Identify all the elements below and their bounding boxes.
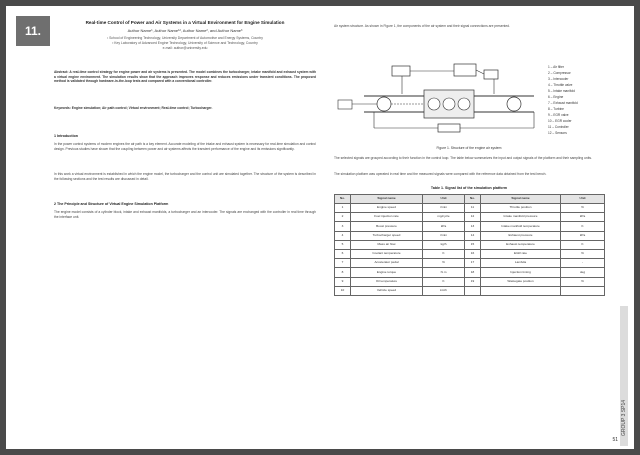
table-cell: 16 (465, 249, 481, 258)
table-cell: kPa (561, 231, 605, 240)
table-header: Unit (423, 195, 465, 204)
table-header: No. (465, 195, 481, 204)
table-cell: 7 (335, 259, 351, 268)
table-cell: EGR rate (481, 249, 561, 258)
table-cell: Injection timing (481, 268, 561, 277)
table-cell: K (423, 277, 465, 286)
table-cell: K (561, 222, 605, 231)
table-row (335, 249, 605, 258)
table-cell: Accelerator pedal (351, 259, 423, 268)
table-cell: 19 (465, 277, 481, 286)
figure-caption: Figure 1. Structure of the engine air system (436, 146, 502, 150)
cylinder (443, 98, 455, 110)
table-cell: 17 (465, 259, 481, 268)
cylinder (428, 98, 440, 110)
page-sidebar (612, 6, 634, 449)
table-cell: Intake manifold temperature (481, 222, 561, 231)
table-cell: r/min (423, 231, 465, 240)
air-system-diagram (334, 60, 604, 142)
abstract: Abstract: A real-time control strategy for engine power and air systems is presented. The model combines the turbocharger, intake manifold and exhaust system with a virtual engine environment. The simulation results show that the approach improves response and reduces emissions under transient conditions. The proposed method is validated through hardware-in-the-loop tests and compared with a conventional controller. (54, 70, 316, 84)
table-cell: km/h (423, 286, 465, 295)
table-row (335, 204, 605, 213)
table-cell: % (423, 259, 465, 268)
table-row (335, 277, 605, 286)
table-cell: 18 (465, 268, 481, 277)
legend-item: 7 – Exhaust manifold (548, 101, 578, 105)
table-cell: - (561, 259, 605, 268)
legend-item: 10 – EGR cooler (548, 119, 572, 123)
compressor-wheel (377, 97, 391, 111)
affiliation-line: ¹ School of Engineering Technology, University Department of Automotive and Energy Systems, Country (107, 36, 263, 40)
table-cell: % (561, 249, 605, 258)
table-caption: Table 1. Signal list of the simulation platform (430, 186, 508, 190)
right-paragraph: The selected signals are grouped according to their function in the control loop. The table below summarizes the input and output signals of the platform and their sampling units. (334, 156, 592, 160)
section-1-paragraph: In this work a virtual environment is established in which the engine model, the turbocharger and the control unit are simulated together. The structure of the system is described in the following sections and the test results are discussed in detail. (54, 172, 316, 181)
table-row (335, 259, 605, 268)
legend-item: 1 – Air filter (548, 65, 564, 69)
legend-item: 12 – Sensors (548, 131, 567, 135)
table-row (335, 268, 605, 277)
table-header: Unit (561, 195, 605, 204)
table-header: No. (335, 195, 351, 204)
table-cell: 2 (335, 213, 351, 222)
table-cell: 4 (335, 231, 351, 240)
legend-item: 5 – Intake manifold (548, 89, 575, 93)
paper-authors: Author Name¹, Author Name¹², Author Name², and Author Name³ (127, 28, 243, 33)
table-cell: 6 (335, 249, 351, 258)
table-cell: Oil temperature (351, 277, 423, 286)
table-row (335, 222, 605, 231)
table-cell (465, 286, 481, 295)
paper-title: Real-time Control of Power and Air Systems in a Virtual Environment for Engine Simulation (85, 20, 285, 25)
affiliation-line: ² Key Laboratory of Advanced Engine Technology, University of Science and Technology, Country (112, 41, 258, 45)
section-2-paragraph: The engine model consists of a cylinder block, intake and exhaust manifolds, a turbocharger and an intercooler. The signals are exchanged with the controller in real time through the interface unit. (54, 210, 316, 219)
legend-item: 4 – Throttle valve (548, 83, 573, 87)
legend-item: 2 – Compressor (548, 71, 571, 75)
table-cell: Turbocharger speed (351, 231, 423, 240)
legend-item: 11 – Controller (548, 125, 569, 129)
turbine-wheel (507, 97, 521, 111)
table-cell: K (561, 240, 605, 249)
table-cell: r/min (423, 204, 465, 213)
table-cell: K (423, 249, 465, 258)
right-intro: Air system structure. As shown in Figure 1, the components of the air system and their signal connections are presented. (334, 24, 510, 28)
legend-item: 8 – Turbine (548, 107, 564, 111)
table-cell: 10 (335, 286, 351, 295)
cylinder (458, 98, 470, 110)
table-cell (561, 286, 605, 295)
table-cell (481, 286, 561, 295)
table-cell: 13 (465, 222, 481, 231)
keywords: Keywords: Engine simulation; Air path control; Virtual environment; Real-time control; Turbocharger. (54, 106, 213, 110)
table-cell: kPa (561, 213, 605, 222)
table-header-row (335, 195, 605, 204)
table-cell: 8 (335, 268, 351, 277)
table-cell: % (561, 277, 605, 286)
section-tag: 11. (16, 16, 50, 46)
table-cell: 12 (465, 213, 481, 222)
table-cell: Mass air flow (351, 240, 423, 249)
table-cell: N·m (423, 268, 465, 277)
table-row (335, 213, 605, 222)
table-cell: Wastegate position (481, 277, 561, 286)
page-number: 51 (612, 437, 618, 443)
section-2-heading: 2 The Principle and Structure of Virtual Engine Simulation Platform (54, 202, 169, 206)
table-cell: Boost pressure (351, 222, 423, 231)
table-cell: 9 (335, 277, 351, 286)
table-cell: Vehicle speed (351, 286, 423, 295)
table-cell: Throttle position (481, 204, 561, 213)
table-cell: Lambda (481, 259, 561, 268)
table-cell: Engine speed (351, 204, 423, 213)
table-cell: % (561, 204, 605, 213)
section-1-paragraph: In the power control systems of modern engines the air path is a key element. Accurate modeling of the intake and exhaust system is necessary for real-time simulation and control design. Previous studies have shown that the coupling between power and air systems affects the transient performance of the engine and its emissions significantly. (54, 142, 316, 151)
table-cell: 11 (465, 204, 481, 213)
legend-item: 3 – Intercooler (548, 77, 569, 81)
sidebar-label: GROUP 3 SP14 (621, 399, 627, 436)
legend-item: 9 – EGR valve (548, 113, 569, 117)
signal-table (334, 194, 605, 296)
table-cell: mg/cycle (423, 213, 465, 222)
table-cell: 14 (465, 231, 481, 240)
table-cell: kg/h (423, 240, 465, 249)
section-1-heading: 1 Introduction (54, 134, 78, 138)
legend-item: 6 – Engine (548, 95, 564, 99)
table-cell: Fuel injection rate (351, 213, 423, 222)
table-row (335, 231, 605, 240)
document-page (6, 6, 634, 449)
table-header: Signal name (351, 195, 423, 204)
paper-affiliations (54, 36, 316, 51)
table-header: Signal name (481, 195, 561, 204)
table-cell: Intake manifold pressure (481, 213, 561, 222)
table-cell: Exhaust temperature (481, 240, 561, 249)
table-cell: kPa (423, 222, 465, 231)
table-cell: deg (561, 268, 605, 277)
affiliation-email: e-mail: author@university.edu (162, 46, 208, 50)
table-cell: 1 (335, 204, 351, 213)
table-cell: 15 (465, 240, 481, 249)
table-cell: Coolant temperature (351, 249, 423, 258)
table-row (335, 286, 605, 295)
right-paragraph: The simulation platform was operated in real time and the measured signals were compared with the reference data obtained from the test bench. (334, 172, 547, 176)
table-row (335, 240, 605, 249)
table-cell: 5 (335, 240, 351, 249)
table-cell: Exhaust pressure (481, 231, 561, 240)
table-cell: Engine torque (351, 268, 423, 277)
table-cell: 3 (335, 222, 351, 231)
